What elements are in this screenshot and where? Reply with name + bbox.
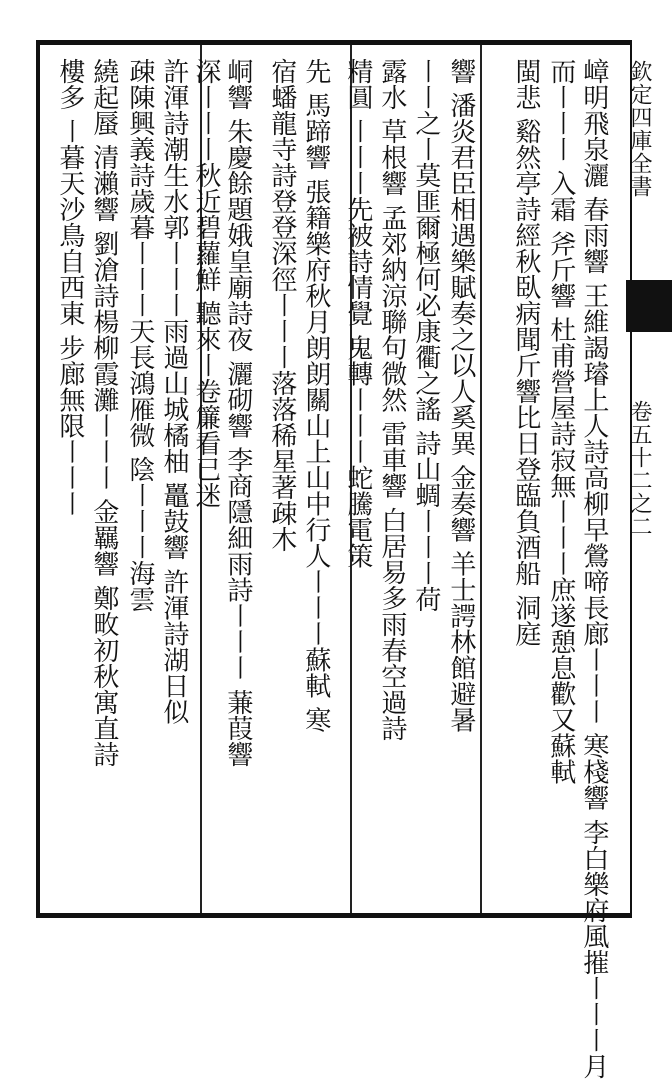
text-column-14: 繞起蜃 清瀨響 劉滄詩楊柳霞灘〡〡〡 金羈響 鄭畋初秋寓直詩 [88,58,119,768]
column-divider [480,45,482,913]
margin-label: 卷五十二之二 [627,400,652,538]
text-column-5: 〡〡之〡莫匪爾極何必康衢之謠 詩山蜩〡〡〡荷 [410,58,441,613]
text-column-3: 閩悲 谿然亭詩經秋臥病聞斤響比日登臨負酒船 洞庭 [510,58,541,647]
text-column-4: 響 潘炎君臣相遇樂賦奏之以人奚異 金奏響 羊士諤林館避暑 [445,58,476,733]
fishtail-mark [626,280,672,332]
text-column-12: 許渾詩潮生水郭〡〡〡雨過山城橘柚 鼉鼓響 許渾詩湖日似 [158,58,189,725]
text-column-10: 峒響 朱慶餘題娥皇廟詩夜 灑砌響 李商隱細雨詩〡〡〡 蒹葭響 [222,58,253,768]
text-column-6: 露水 草根響 孟郊納涼聯句微然 雷車響 白居易多雨春空過詩 [376,58,407,742]
text-column-15: 樓多 〡暮天沙鳥自西東 步廊無限〡〡〡 [54,58,85,517]
text-column-7: 精圓 〡〡〡先被詩情覺 鬼轉〡〡〡蛇騰電策 [342,58,373,569]
text-column-9: 宿蟠龍寺詩登登深徑〡〡〡落落稀星著疎木 [266,58,297,552]
text-column-11: 深〡〡〡秋近碧蘿鮮 聽來〡卷簾看已迷 [190,58,221,509]
text-column-2: 而〡〡〡 入霜 斧斤響 杜甫營屋詩寂無〡〡〡庶遂憩息歡又蘇軾 [545,58,576,785]
text-column-1: 嶂明飛泉灑 春雨響 王維謁璿上人詩高柳早鶯啼長廊〡〡〡 寒棧響 李白樂府風摧〡〡〡月 [578,58,609,1079]
text-column-13: 疎陳興義詩歲暮〡〡〡天長鴻雁微 陰〡〡〡海雲 [124,58,155,613]
text-column-8: 先 馬蹄響 張籍樂府秋月朗朗關山上山中行人〡〡〡蘇軾 寒 [300,58,331,733]
margin-title: 欽定四庫全書 [627,60,652,198]
